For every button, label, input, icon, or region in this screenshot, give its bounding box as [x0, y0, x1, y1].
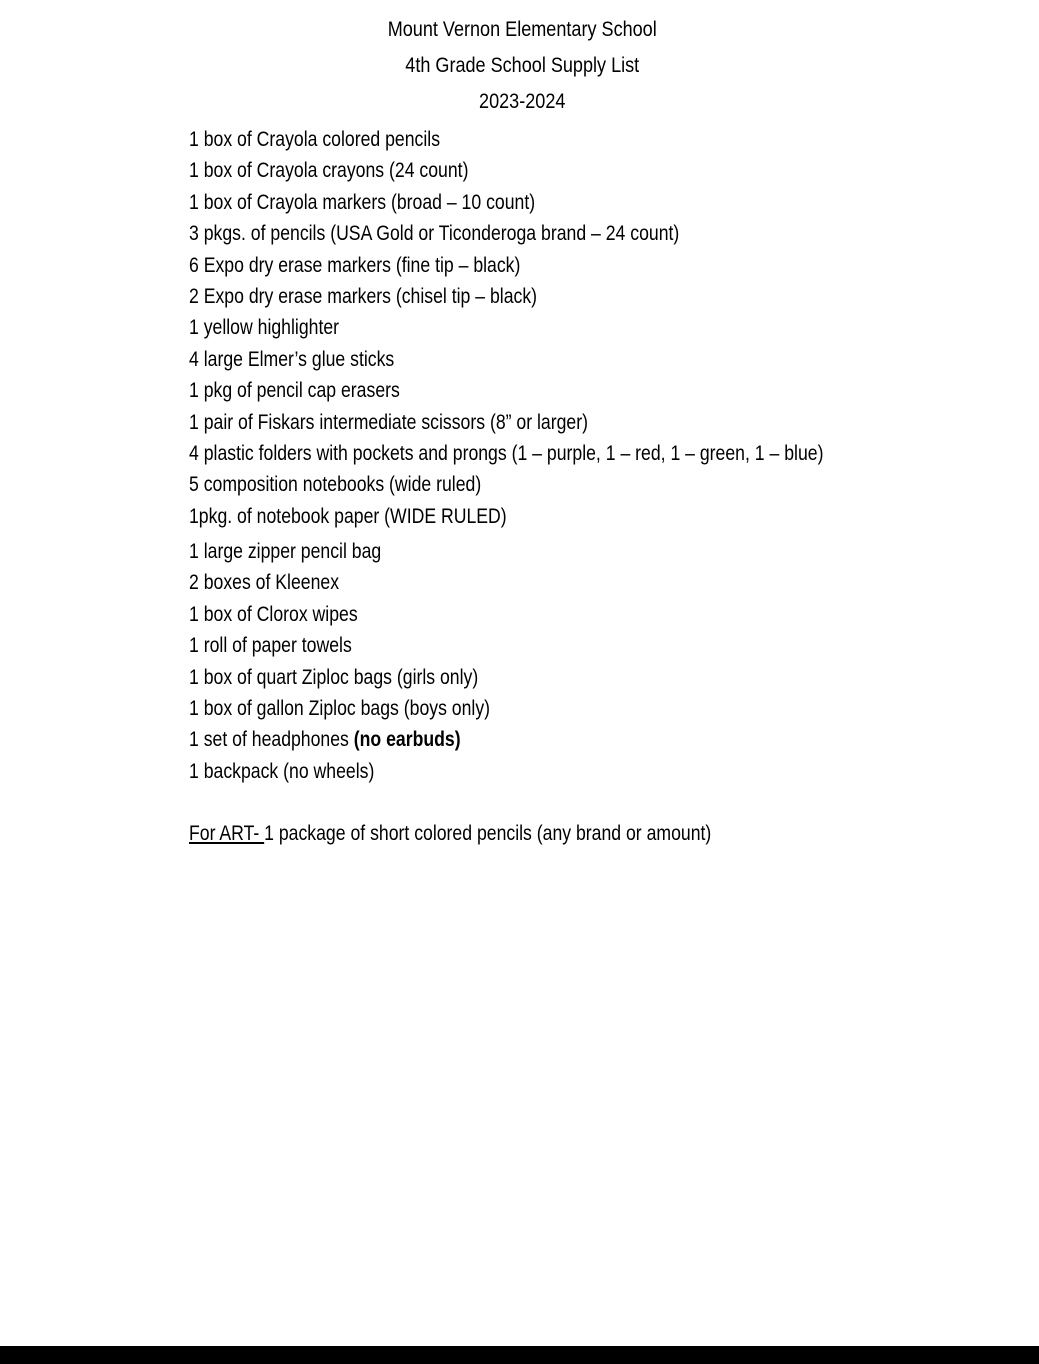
- supply-list: [189, 124, 944, 787]
- list-item: 4 large Elmer’s glue sticks: [189, 347, 395, 371]
- art-supply-line: [189, 820, 711, 848]
- list-item: 4 plastic folders with pockets and prongs (1 – purple, 1 – red, 1 – green, 1 – blue): [189, 441, 824, 465]
- list-item: 1 box of quart Ziploc bags (girls only): [189, 665, 479, 689]
- list-item: 6 Expo dry erase markers (fine tip – black): [189, 253, 521, 277]
- list-item-headphones: [189, 724, 823, 755]
- list-item: 1 box of Crayola colored pencils: [189, 128, 441, 151]
- school-name: Mount Vernon Elementary School: [387, 18, 657, 41]
- list-item: 1 pair of Fiskars intermediate scissors (8” or larger): [189, 410, 588, 434]
- list-item: 2 Expo dry erase markers (chisel tip – black): [189, 284, 538, 308]
- list-title: 4th Grade School Supply List: [405, 54, 640, 77]
- list-item: 1 yellow highlighter: [189, 316, 340, 340]
- list-item: 1 box of Crayola markers (broad – 10 count): [189, 190, 536, 214]
- list-item: 3 pkgs. of pencils (USA Gold or Ticonderoga brand – 24 count): [189, 222, 680, 246]
- list-item: 5 composition notebooks (wide ruled): [189, 473, 482, 497]
- list-item: 1pkg. of notebook paper (WIDE RULED): [189, 504, 507, 528]
- list-item: 1 pkg of pencil cap erasers: [189, 379, 400, 403]
- list-item: 1 box of Crayola crayons (24 count): [189, 159, 469, 183]
- bottom-black-bar: [0, 1346, 1039, 1364]
- art-text: 1 package of short colored pencils (any brand or amount): [264, 822, 712, 845]
- list-item: 1 large zipper pencil bag: [189, 540, 382, 564]
- headphones-text: 1 set of headphones: [189, 728, 354, 752]
- list-item: 1 roll of paper towels: [189, 634, 352, 658]
- art-label: For ART-: [189, 822, 265, 845]
- list-item: 1 box of Clorox wipes: [189, 602, 358, 626]
- school-year: 2023-2024: [479, 90, 566, 113]
- list-item: 2 boxes of Kleenex: [189, 571, 340, 595]
- list-item: 1 box of gallon Ziploc bags (boys only): [189, 697, 491, 721]
- headphones-note: (no earbuds): [353, 728, 461, 752]
- list-item-backpack: 1 backpack (no wheels): [189, 759, 375, 783]
